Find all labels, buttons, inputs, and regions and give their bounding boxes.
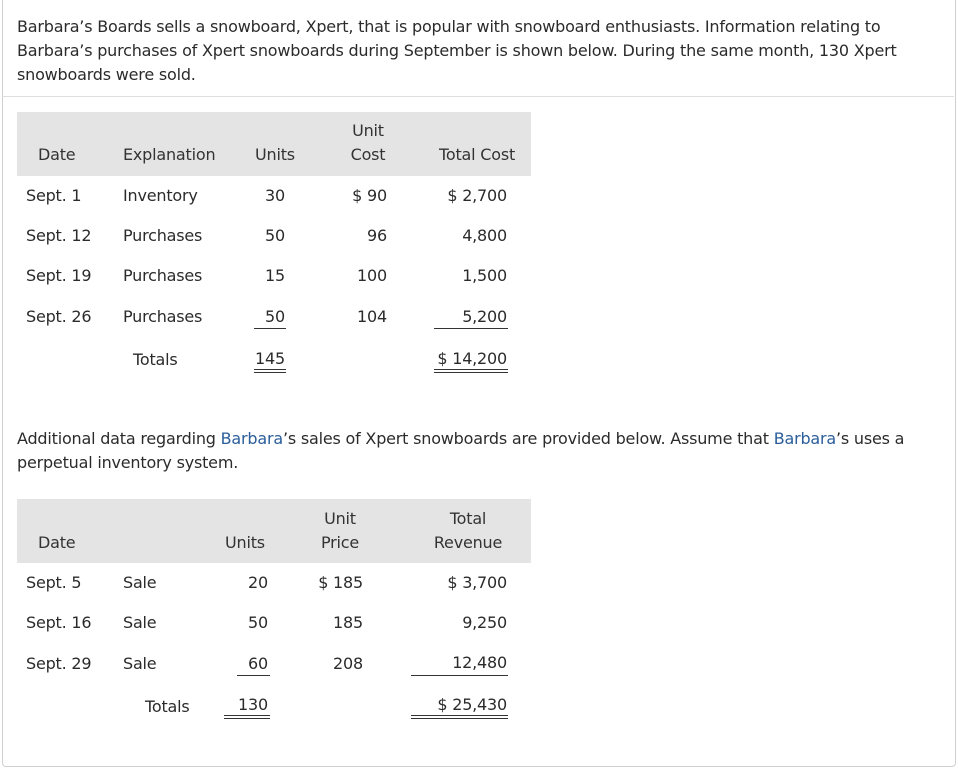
totals-label: Totals xyxy=(133,350,178,369)
row-explanation: Purchases xyxy=(123,226,203,245)
row-units: 50 xyxy=(265,226,285,245)
row-explanation: Inventory xyxy=(123,186,198,205)
row-date: Sept. 1 xyxy=(26,186,82,205)
row-unit-price: 208 xyxy=(333,654,363,673)
row-units: 30 xyxy=(265,186,285,205)
row-total-cost: 1,500 xyxy=(462,266,507,285)
row-explanation: Sale xyxy=(123,573,157,592)
company-name-highlight: Barbara xyxy=(220,429,283,448)
row-total-revenue: $ 3,700 xyxy=(447,573,507,592)
row-explanation: Sale xyxy=(123,613,157,632)
row-explanation: Purchases xyxy=(123,266,203,285)
total-cost-underline xyxy=(434,328,508,329)
total-revenue-underline xyxy=(411,675,508,676)
additional-text-part: ’s sales of Xpert snowboards are provided below. Assume that xyxy=(282,429,774,448)
header-total-cost: Total Cost xyxy=(439,145,516,164)
row-total-cost: $ 2,700 xyxy=(447,186,507,205)
units-underline xyxy=(237,675,270,676)
units-double-underline-bottom xyxy=(224,718,270,719)
row-units: 50 xyxy=(248,613,268,632)
units-double-underline-top xyxy=(224,715,270,716)
row-total-cost: 5,200 xyxy=(462,307,507,326)
row-unit-cost: 96 xyxy=(367,226,387,245)
purchases-table-header xyxy=(17,112,531,176)
intro-text: Barbara’s Boards sells a snowboard, Xpert, that is popular with snowboard enthusiasts. Information relating to Barbara’s purchases of Xpert snowboards during September is shown below. During the same month, 130 Xpert snowboards were sold. xyxy=(17,17,897,84)
row-date: Sept. 16 xyxy=(26,613,92,632)
row-unit-cost: 104 xyxy=(357,307,387,326)
header-date: Date xyxy=(38,533,76,552)
row-unit-cost: $ 90 xyxy=(352,186,387,205)
header-unit-cost-line2: Cost xyxy=(350,145,386,164)
total-revenue-double-underline-bottom xyxy=(411,718,508,719)
units-double-underline-top xyxy=(254,369,286,370)
row-date: Sept. 12 xyxy=(26,226,92,245)
row-date: Sept. 26 xyxy=(26,307,92,326)
header-unit-price-line1: Unit xyxy=(324,509,356,528)
row-total-revenue: 12,480 xyxy=(452,653,507,672)
total-cost-double-underline-top xyxy=(434,369,508,370)
header-total-revenue-line1: Total xyxy=(449,509,487,528)
row-total-cost: 4,800 xyxy=(462,226,507,245)
header-units: Units xyxy=(225,533,265,552)
divider xyxy=(2,96,954,97)
row-units: 50 xyxy=(265,307,285,326)
units-underline xyxy=(254,328,286,329)
additional-text xyxy=(17,427,937,475)
row-units: 20 xyxy=(248,573,268,592)
row-date: Sept. 19 xyxy=(26,266,92,285)
totals-units: 145 xyxy=(255,349,285,368)
row-unit-price: $ 185 xyxy=(318,573,363,592)
header-date: Date xyxy=(38,145,76,164)
row-unit-price: 185 xyxy=(333,613,363,632)
header-units: Units xyxy=(255,145,295,164)
row-date: Sept. 5 xyxy=(26,573,82,592)
row-unit-cost: 100 xyxy=(357,266,387,285)
totals-units: 130 xyxy=(238,695,268,714)
totals-total-revenue: $ 25,430 xyxy=(437,695,507,714)
row-explanation: Purchases xyxy=(123,307,203,326)
totals-label: Totals xyxy=(145,697,190,716)
row-units: 60 xyxy=(248,654,268,673)
totals-total-cost: $ 14,200 xyxy=(437,349,507,368)
row-total-revenue: 9,250 xyxy=(462,613,507,632)
row-explanation: Sale xyxy=(123,654,157,673)
total-revenue-double-underline-top xyxy=(411,715,508,716)
company-name-highlight: Barbara xyxy=(773,429,836,448)
header-explanation: Explanation xyxy=(123,145,216,164)
total-cost-double-underline-bottom xyxy=(434,372,508,373)
units-double-underline-bottom xyxy=(254,372,286,373)
header-unit-price-line2: Price xyxy=(320,533,360,552)
row-units: 15 xyxy=(265,266,285,285)
header-unit-cost-line1: Unit xyxy=(352,121,384,140)
header-total-revenue-line2: Revenue xyxy=(433,533,503,552)
row-date: Sept. 29 xyxy=(26,654,92,673)
additional-text-part: Additional data regarding xyxy=(17,429,221,448)
additional-text-part: ’s uses a perpetual inventory system. xyxy=(17,429,905,472)
